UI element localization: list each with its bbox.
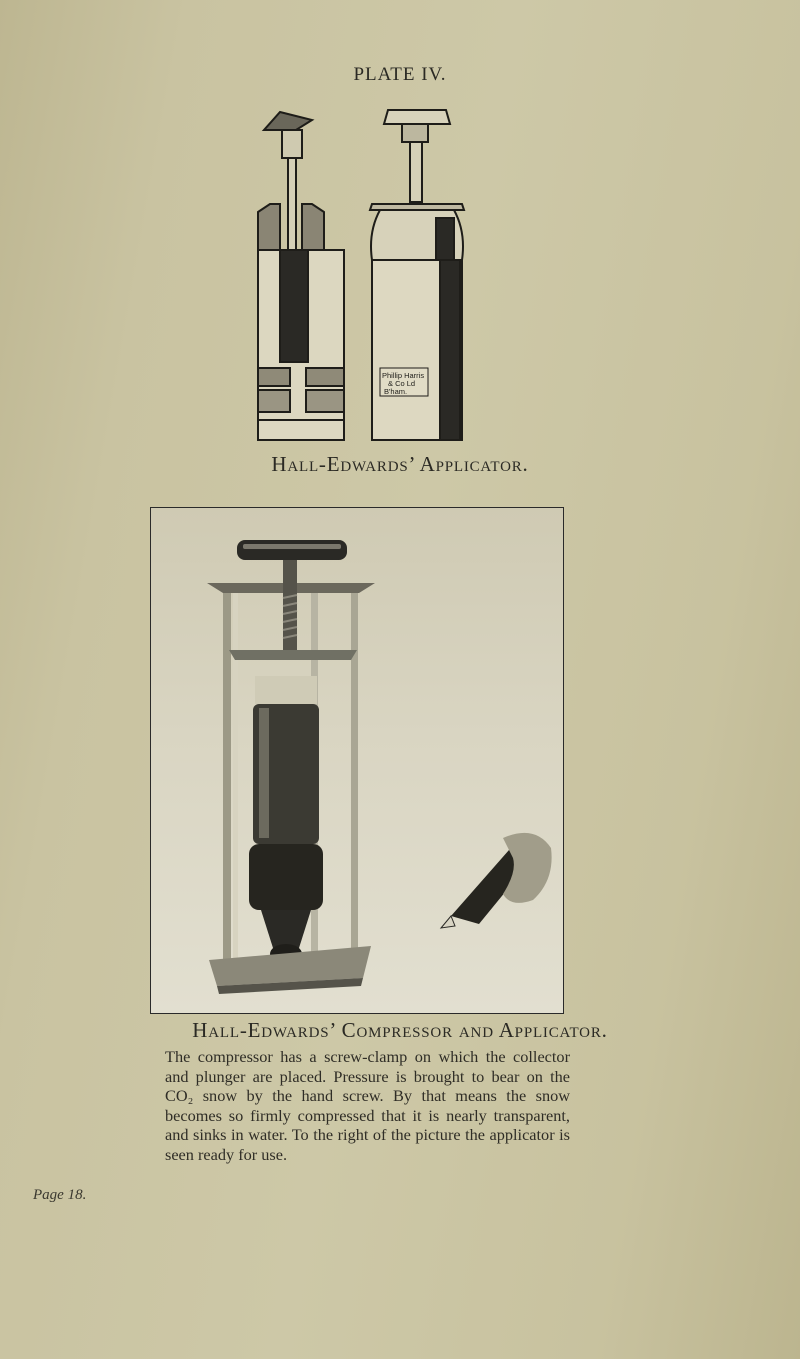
description-paragraph: The compressor has a screw-clamp on which the collector and plunger are placed. Pressure is brought to bear on the CO₂ snow by the hand screw. By that means the snow becomes so firmly compressed that it is nearly transparent, and sinks in water. To the right of the picture the applicator is seen ready for use. bbox=[165, 1047, 570, 1164]
plate-title: PLATE IV. bbox=[353, 64, 447, 85]
maker-label-line-1: Phillip Harris bbox=[382, 371, 425, 380]
compressor-caption: Hall-Edwards’ Compressor and Applicator. bbox=[192, 1018, 608, 1042]
applicator-drawing bbox=[240, 100, 500, 445]
page-number: Page 18. bbox=[33, 1187, 87, 1203]
maker-label-line-3: B'ham. bbox=[384, 387, 408, 396]
applicator-caption: Hall-Edwards’ Applicator. bbox=[271, 452, 529, 476]
compressor-photograph bbox=[150, 507, 564, 1014]
compressor-photo-illustration bbox=[151, 508, 563, 1013]
maker-label-line-2: & Co Ld bbox=[388, 379, 416, 388]
